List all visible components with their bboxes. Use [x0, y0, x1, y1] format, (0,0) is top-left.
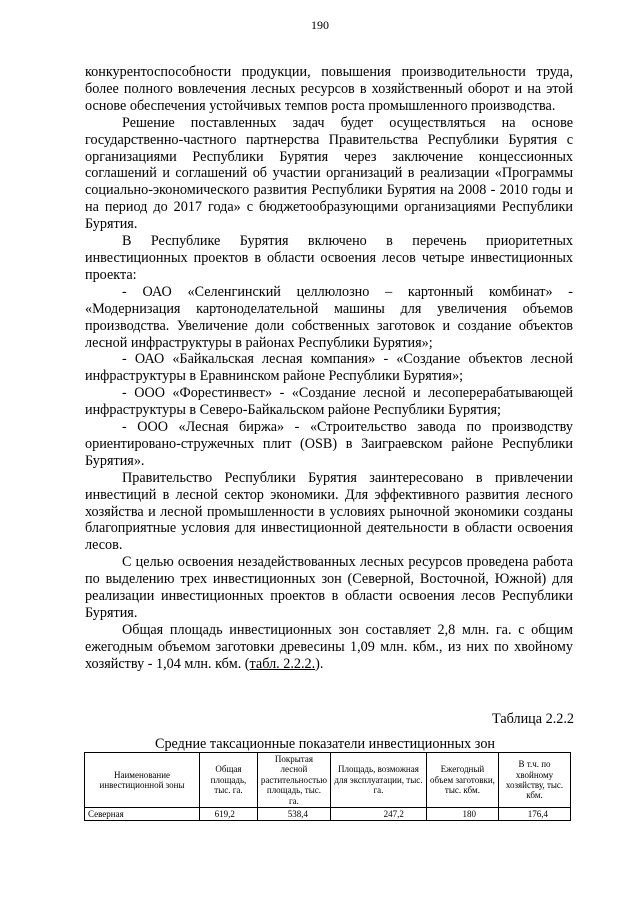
total-area-text: Общая площадь инвестиционных зон составляет 2,8 млн. га. с общим ежегодным объемом заготовки древесины 1,09 млн. кбм., из них по хвойному хозяйству - 1,04 млн. кбм. (: [85, 621, 573, 672]
paragraph-investment-zones: С целью освоения незадействованных лесных ресурсов проведена работа по выделению трех инвестиционных зон (Северной, Восточной, Южной) для реализации инвестиционных проектов в области освоения лесов Республики Бурятия.: [85, 554, 573, 621]
cell-annual-harvest: 180: [426, 808, 498, 821]
header-total-area: Общая площадь, тыс. га.: [200, 753, 258, 808]
table-row: [85, 808, 571, 821]
header-forested-area: Покрытая лесной растительностью площадь, тыс. га.: [257, 753, 330, 808]
header-coniferous-harvest: В т.ч. по хвойному хозяйству, тыс. кбм.: [499, 753, 571, 808]
table-header-row: [85, 753, 571, 808]
cell-exploitable-area: 247,2: [330, 808, 426, 821]
list-item-project-3: - ООО «Форестинвест» - «Создание лесной и лесоперерабатывающей инфраструктуры в Северо-Байкальском районе Республики Бурятия;: [85, 385, 573, 419]
table-title: Средние таксационные показатели инвестиционных зон: [154, 736, 496, 752]
cell-total-area: 619,2: [200, 808, 258, 821]
list-item-project-4: - ООО «Лесная биржа» - «Строительство завода по производству ориентировано-стружечных плит (OSB) в Заиграевском районе Республики Бурятия».: [85, 419, 573, 469]
header-zone-name: Наименование инвестиционной зоны: [85, 753, 200, 808]
list-item-project-2: - ОАО «Байкальская лесная компания» - «Создание объектов лесной инфраструктуры в Еравнинском районе Республики Бурятия»;: [85, 351, 573, 385]
paragraph-partnership: Решение поставленных задач будет осуществляться на основе государственно-частного партнерства Правительства Республики Бурятия с организациями Республики Бурятия через заключение концессионных соглашений и соглашений об участии организаций в реализации «Программы социально-экономического развития Республики Бурятия на 2008 - 2010 годы и на период до 2017 года» с бюджетообразующими организациями Республики Бурятия.: [85, 114, 573, 233]
cell-forested-area: 538,4: [257, 808, 330, 821]
table-label: Таблица 2.2.2: [492, 711, 574, 727]
header-exploitable-area: Площадь, возможная для эксплуатации, тыс. га.: [330, 753, 426, 808]
header-annual-harvest: Ежегодный объем заготовки, тыс. кбм.: [426, 753, 498, 808]
paragraph-government-interest: Правительство Республики Бурятия заинтересовано в привлечении инвестиций в лесной сектор экономики. Для эффективного развития лесного хозяйства и лесной промышленности в условиях рыночной экономики созданы благоприятные условия для инвестиционной деятельности в области освоения лесов.: [85, 469, 573, 554]
cell-zone-name: Северная: [85, 808, 200, 821]
total-area-tail: ).: [315, 655, 324, 672]
list-item-project-1: - ОАО «Селенгинский целлюлозно – картонный комбинат» - «Модернизация картоноделательной машины для увеличения объемов производства. Увеличение доли собственных заготовок и создание объектов лесной инфраструктуры в районах Республики Бурятия»;: [85, 283, 573, 351]
paragraph-continuation: конкурентоспособности продукции, повышения производительности труда, более полного вовлечения лесных ресурсов в хозяйственный оборот и на этой основе обеспечения устойчивых темпов роста промышленного производства.: [85, 64, 573, 114]
body-text: [85, 64, 573, 673]
table-reference-link[interactable]: табл. 2.2.2.: [249, 655, 316, 672]
page-number: 190: [311, 18, 329, 32]
paragraph-total-area: [85, 622, 573, 673]
taxation-table: [84, 752, 571, 821]
cell-coniferous-harvest: 176,4: [499, 808, 571, 821]
paragraph-priority-projects: В Республике Бурятия включено в перечень приоритетных инвестиционных проектов в области освоения лесов четыре инвестиционных проекта:: [85, 233, 573, 283]
